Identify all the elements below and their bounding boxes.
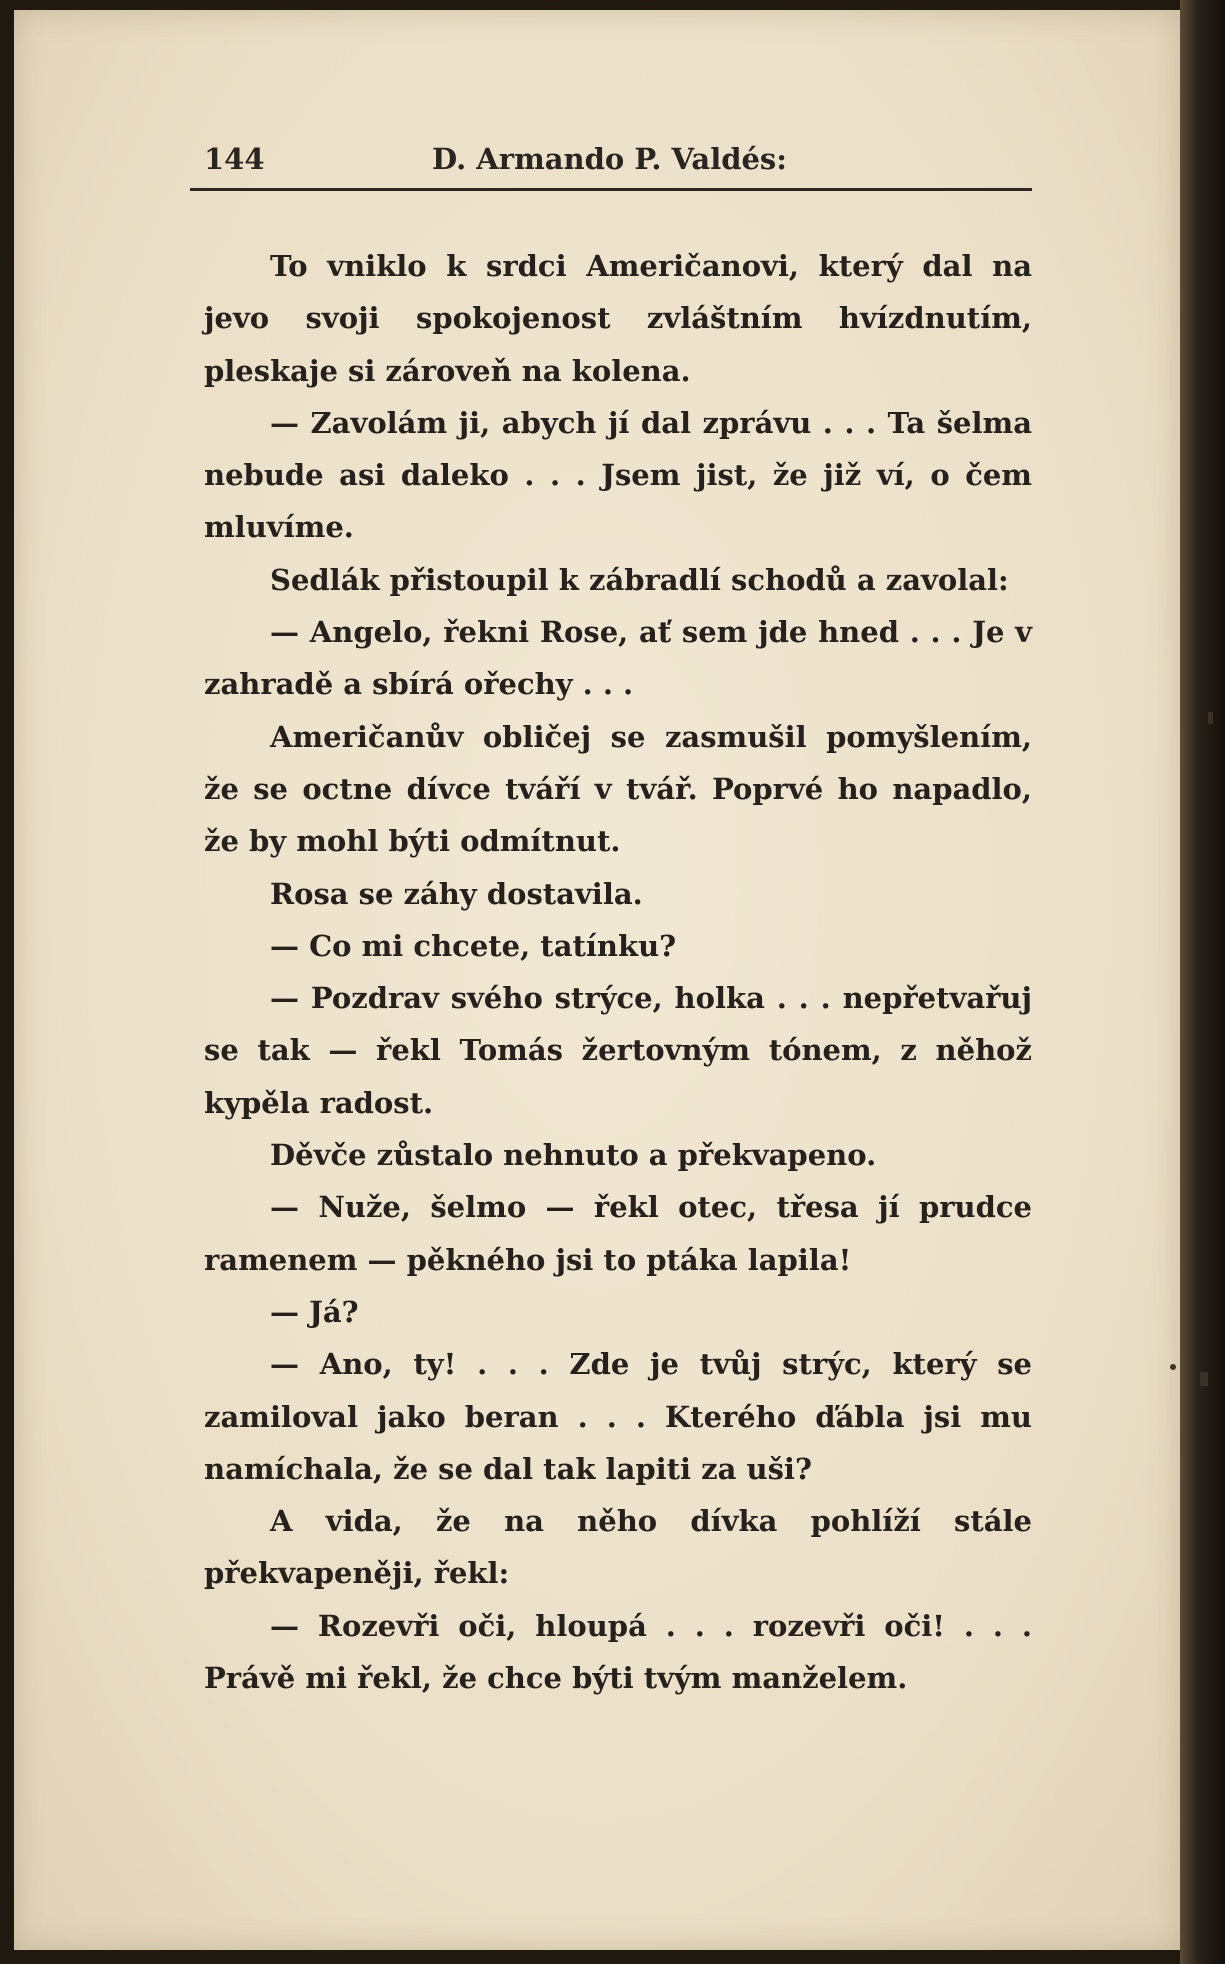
paragraph: Američanův obličej se zasmušil pomyšlením, že se octne dívce tváří v tvář. Poprvé ho napadlo, že by mohl býti odmítnut. — [204, 719, 1032, 859]
page-header — [190, 138, 1032, 188]
page-number: 144 — [204, 142, 265, 176]
paragraph: — Co mi chcete, tatínku? — [270, 928, 677, 963]
paragraph: A vida, že na něho dívka pohlíží stále překvapeněji, řekl: — [204, 1504, 1032, 1591]
body-text — [204, 240, 1032, 1704]
book-spine-edge — [1180, 0, 1225, 1964]
paragraph: To vniklo k srdci Američanovi, který dal na jevo svoji spokojenost zvláštním hvízdnutím, pleskaje si zároveň na kolena. — [204, 249, 1032, 388]
paragraph: — Zavolám ji, abych jí dal zprávu . . . Ta šelma nebude asi daleko . . . Jsem jist, že již ví, o čem mluvíme. — [204, 405, 1032, 545]
paragraph: Děvče zůstalo nehnuto a překvapeno. — [270, 1138, 877, 1173]
paragraph: Sedlák přistoupil k zábradlí schodů a zavolal: — [270, 562, 1009, 597]
paragraph: — Rozevři oči, hloupá . . . rozevři oči! . . . Právě mi řekl, že chce býti tvým manželem. — [204, 1608, 1032, 1696]
ink-speck — [1208, 712, 1213, 724]
paragraph: — Pozdrav svého strýce, holka . . . nepřetvařuj se tak — řekl Tomás žertovným tónem, z něhož kypěla radost. — [204, 981, 1032, 1120]
ink-speck — [1200, 1372, 1208, 1386]
paragraph: — Angelo, řekni Rose, ať sem jde hned . . . Je v zahradě a sbírá ořechy . . . — [204, 615, 1032, 702]
running-head: D. Armando P. Valdés: — [432, 142, 787, 176]
ink-speck — [1170, 1364, 1176, 1370]
header-rule — [190, 188, 1032, 191]
paragraph: Rosa se záhy dostavila. — [270, 876, 643, 911]
paragraph: — Nuže, šelmo — řekl otec, třesa jí prudce ramenem — pěkného jsi to ptáka lapila! — [204, 1190, 1032, 1277]
paragraph: — Ano, ty! . . . Zde je tvůj strýc, který se zamiloval jako beran . . . Kterého ďábla jsi mu namíchala, že se dal tak lapiti za uši? — [204, 1347, 1032, 1486]
paragraph: — Já? — [270, 1294, 359, 1329]
